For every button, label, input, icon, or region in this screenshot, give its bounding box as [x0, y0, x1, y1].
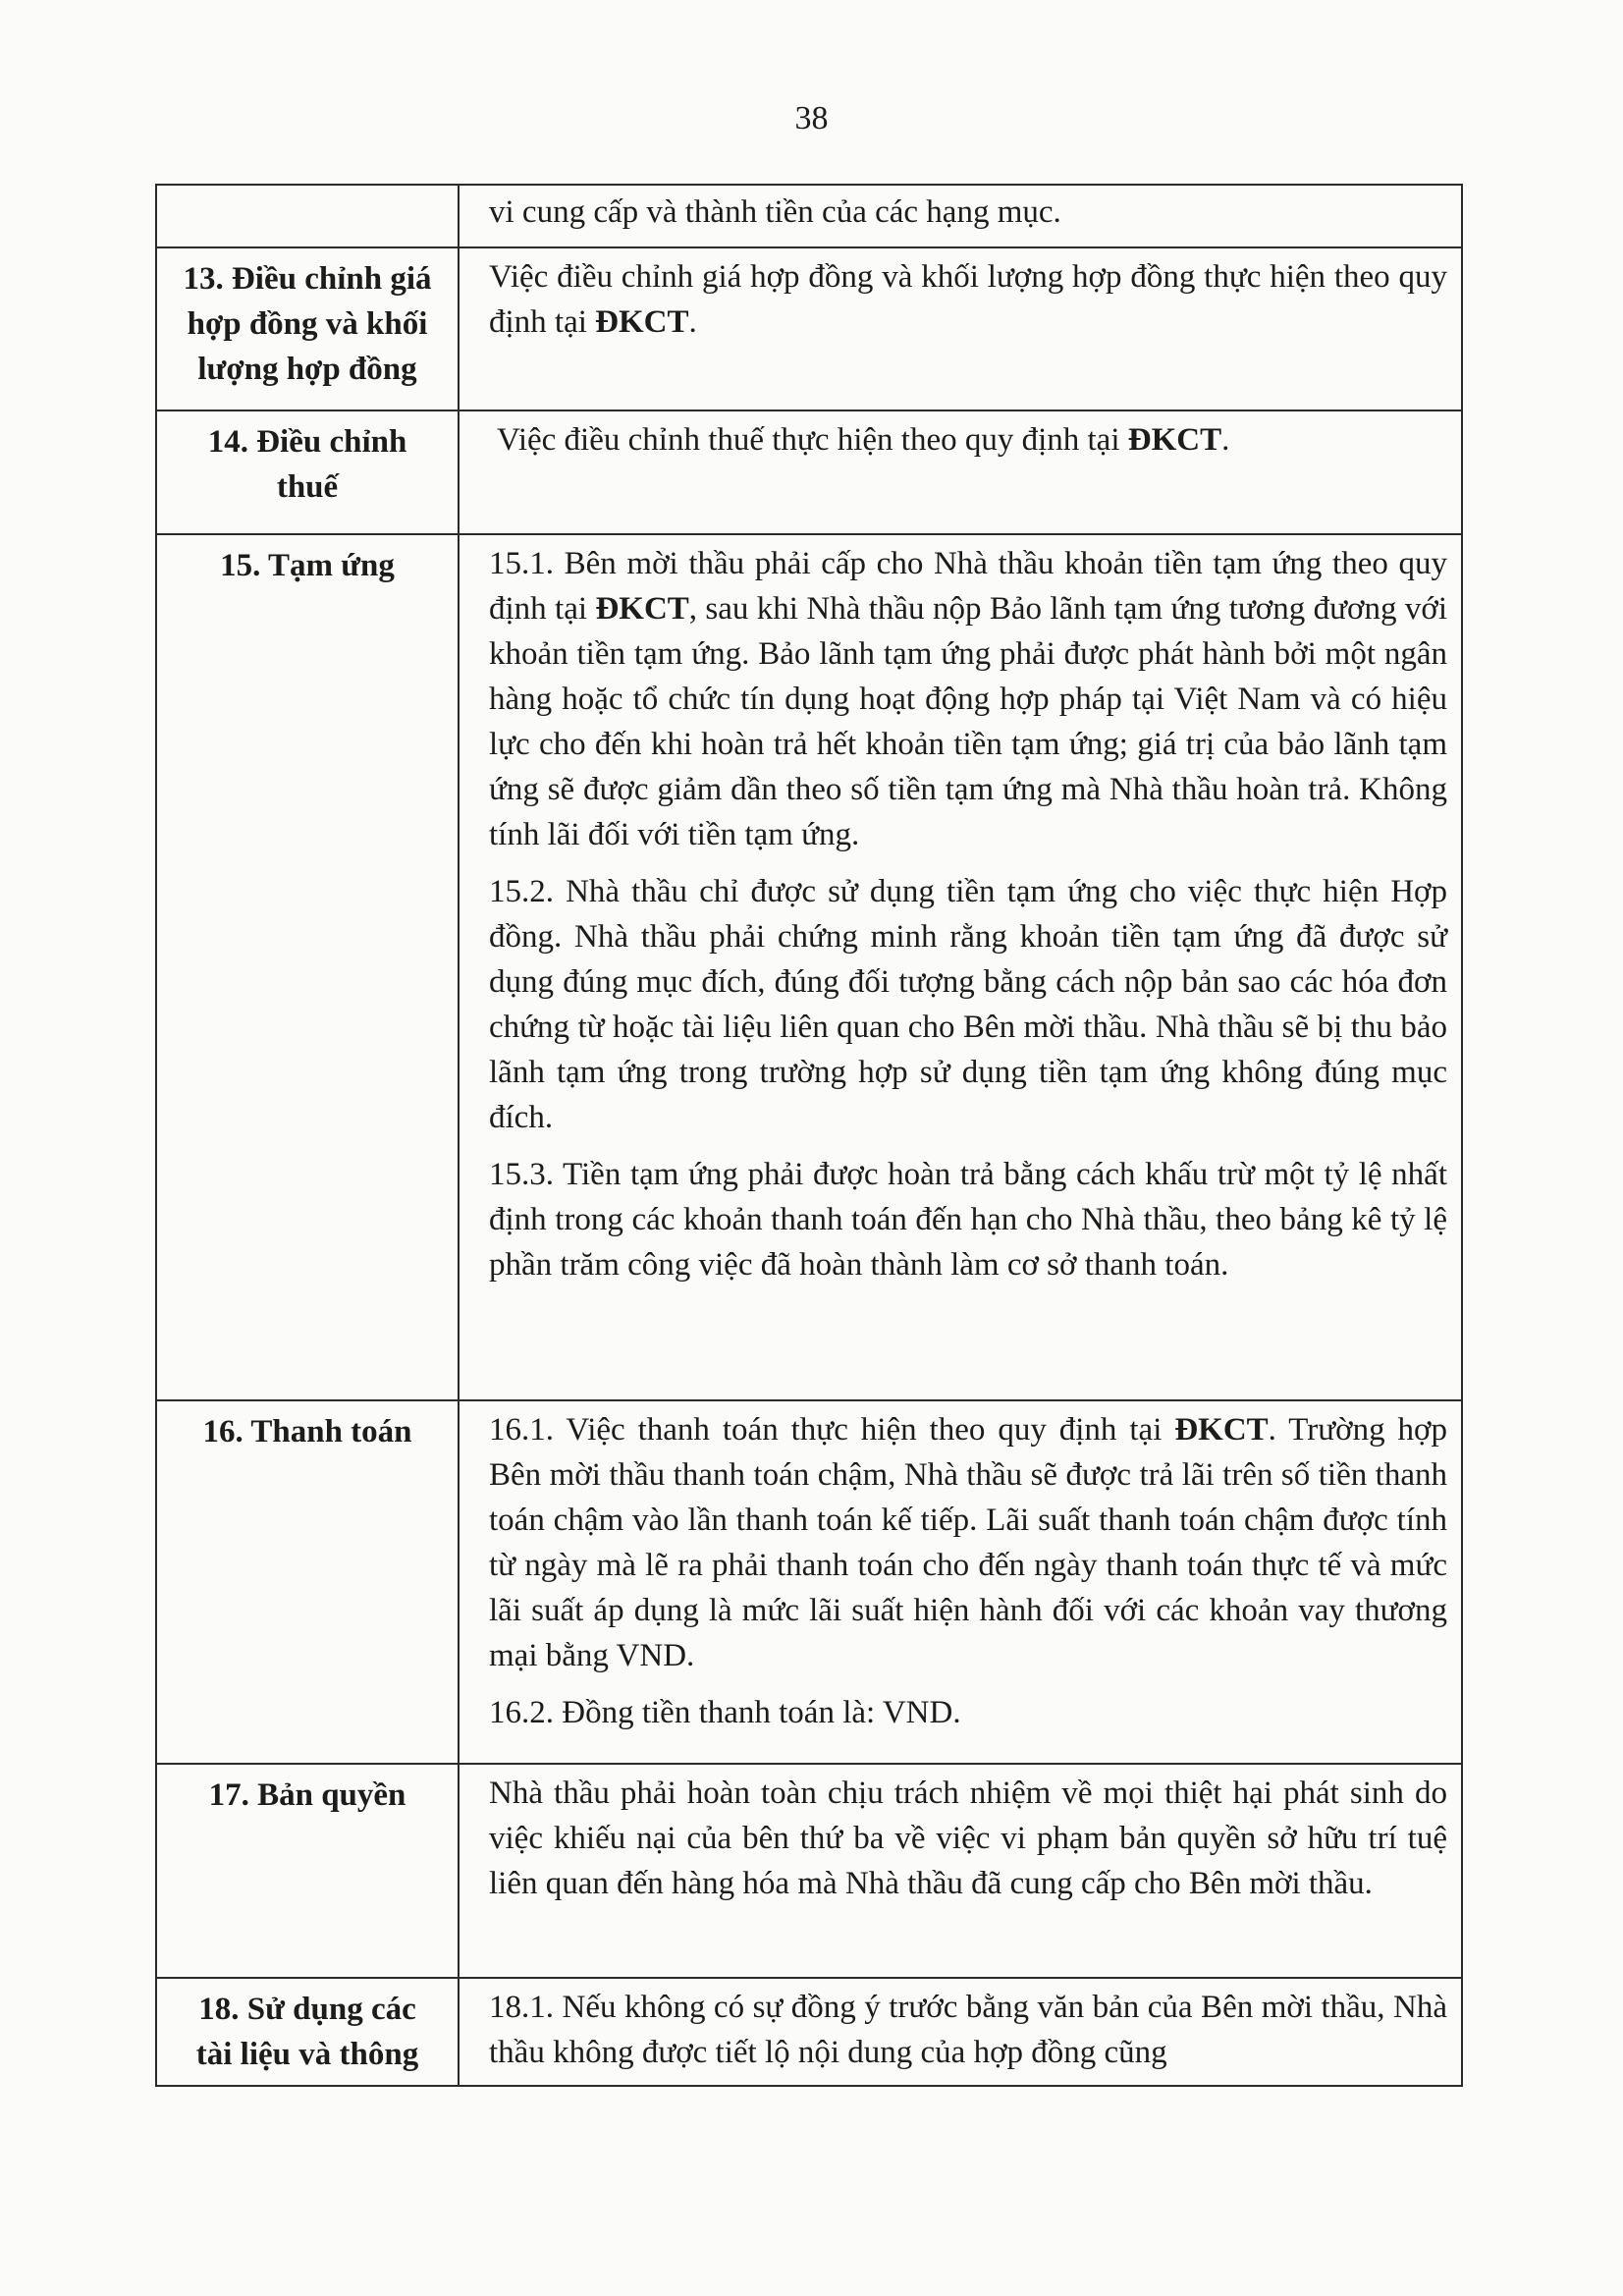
table-row — [156, 247, 1462, 410]
table-row — [156, 410, 1462, 534]
table-row — [156, 185, 1462, 247]
paragraph: 16.2. Đồng tiền thanh toán là: VND. — [489, 1695, 961, 1730]
row-content — [459, 534, 1462, 1400]
row-content — [459, 185, 1462, 247]
row-label: 15. Tạm ứng — [156, 534, 459, 1400]
table-row — [156, 1764, 1462, 1978]
paragraph: 16.1. Việc thanh toán thực hiện theo quy định tại ĐKCT. Trường hợp Bên mời thầu thanh toán chậm, Nhà thầu sẽ được trả lãi trên số tiền thanh toán chậm vào lần thanh toán kế tiếp. Lãi suất thanh toán chậm được tính từ ngày mà lẽ ra phải thanh toán cho đến ngày thanh toán thực tế và mức lãi suất áp dụng là mức lãi suất hiện hành đối với các khoản vay thương mại bằng VND. — [489, 1412, 1447, 1673]
row-content — [459, 1978, 1462, 2086]
paragraph: vi cung cấp và thành tiền của các hạng mục. — [489, 194, 1061, 230]
table-row — [156, 1400, 1462, 1764]
paragraph: 18.1. Nếu không có sự đồng ý trước bằng văn bản của Bên mời thầu, Nhà thầu không được tiết lộ nội dung của hợp đồng cũng — [489, 1990, 1447, 2070]
paragraph: 15.2. Nhà thầu chỉ được sử dụng tiền tạm ứng cho việc thực hiện Hợp đồng. Nhà thầu phải chứng minh rằng khoản tiền tạm ứng đã được sử dụng đúng mục đích, đúng đối tượng bằng cách nộp bản sao các hóa đơn chứng từ hoặc tài liệu liên quan cho Bên mời thầu. Nhà thầu sẽ bị thu bảo lãnh tạm ứng trong trường hợp sử dụng tiền tạm ứng không đúng mục đích. — [489, 874, 1447, 1135]
row-content — [459, 1764, 1462, 1978]
table-row — [156, 534, 1462, 1400]
paragraph: 15.3. Tiền tạm ứng phải được hoàn trả bằng cách khấu trừ một tỷ lệ nhất định trong các khoản thanh toán đến hạn cho Nhà thầu, theo bảng kê tỷ lệ phần trăm công việc đã hoàn thành làm cơ sở thanh toán. — [489, 1157, 1447, 1283]
dkct-reference: ĐKCT — [595, 304, 689, 340]
row-label: 13. Điều chỉnh giá hợp đồng và khối lượng hợp đồng — [156, 247, 459, 410]
row-label — [156, 185, 459, 247]
row-label: 17. Bản quyền — [156, 1764, 459, 1978]
paragraph: Nhà thầu phải hoàn toàn chịu trách nhiệm về mọi thiệt hại phát sinh do việc khiếu nại của bên thứ ba về việc vi phạm bản quyền sở hữu trí tuệ liên quan đến hàng hóa mà Nhà thầu đã cung cấp cho Bên mời thầu. — [489, 1776, 1447, 1901]
dkct-reference: ĐKCT — [1127, 422, 1222, 458]
conditions-table — [155, 184, 1463, 2087]
paragraph: Việc điều chỉnh giá hợp đồng và khối lượng hợp đồng thực hiện theo quy định tại ĐKCT. — [489, 259, 1447, 340]
row-content — [459, 1400, 1462, 1764]
row-label: 16. Thanh toán — [156, 1400, 459, 1764]
dkct-reference: ĐKCT — [595, 591, 689, 627]
paragraph: Việc điều chỉnh thuế thực hiện theo quy định tại ĐKCT. — [497, 422, 1230, 458]
page-number: 38 — [794, 100, 829, 137]
row-label: 18. Sử dụng các tài liệu và thông — [156, 1978, 459, 2086]
paragraph: 15.1. Bên mời thầu phải cấp cho Nhà thầu khoản tiền tạm ứng theo quy định tại ĐKCT, sau khi Nhà thầu nộp Bảo lãnh tạm ứng tương đương với khoản tiền tạm ứng. Bảo lãnh tạm ứng phải được phát hành bởi một ngân hàng hoặc tổ chức tín dụng hoạt động hợp pháp tại Việt Nam và có hiệu lực cho đến khi hoàn trả hết khoản tiền tạm ứng; giá trị của bảo lãnh tạm ứng sẽ được giảm dần theo số tiền tạm ứng mà Nhà thầu hoàn trả. Không tính lãi đối với tiền tạm ứng. — [489, 546, 1447, 852]
row-label: 14. Điều chỉnh thuế — [156, 410, 459, 534]
row-content — [459, 247, 1462, 410]
row-content — [459, 410, 1462, 534]
table-row — [156, 1978, 1462, 2086]
dkct-reference: ĐKCT — [1174, 1412, 1269, 1448]
